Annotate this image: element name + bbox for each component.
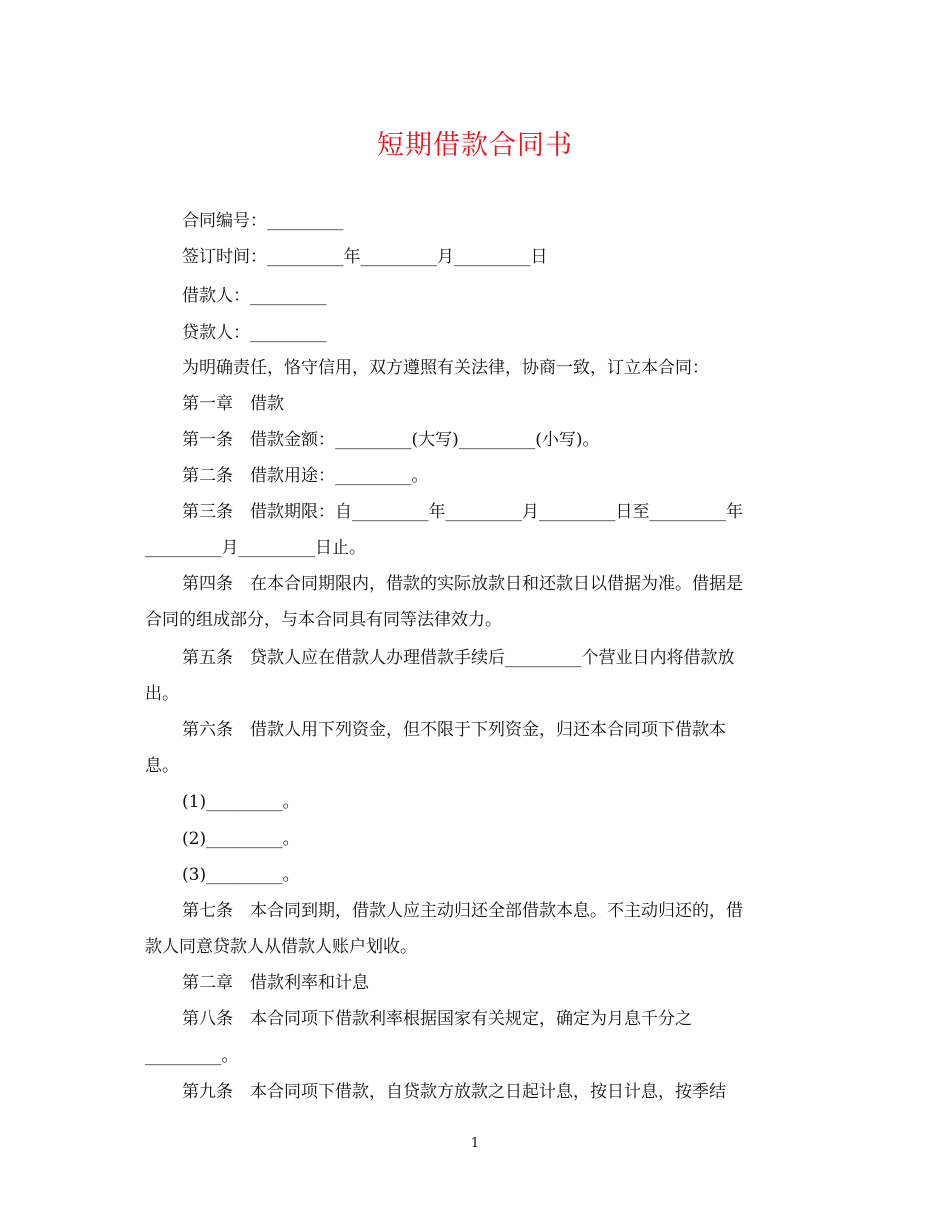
signing-date-line: 签订时间：_________年_________月_________日 — [182, 247, 548, 267]
article-5-line-2: 出。 — [145, 684, 179, 704]
article-9-line-1: 第九条 本合同项下借款，自贷款方放款之日起计息，按日计息，按季结 — [182, 1082, 726, 1102]
article-1-line: 第一条 借款金额：_________(大写)_________(小写)。 — [182, 430, 600, 450]
chapter-1-heading: 第一章 借款 — [182, 394, 284, 414]
fund-item-3: (3)_________。 — [182, 865, 300, 885]
fund-item-2: (2)_________。 — [182, 829, 300, 849]
article-4-line-2: 合同的组成部分，与本合同具有同等法律效力。 — [145, 610, 502, 630]
article-4-line-1: 第四条 在本合同期限内，借款的实际放款日和还款日以借据为准。借据是 — [182, 574, 743, 594]
article-3-line-1: 第三条 借款期限：自_________年_________月_________日至_________年 — [182, 502, 743, 522]
article-5-line-1: 第五条 贷款人应在借款人办理借款手续后_________个营业日内将借款放 — [182, 648, 735, 668]
article-7-line-2: 款人同意贷款人从借款人账户划收。 — [145, 937, 417, 957]
lender-line: 贷款人：_________ — [182, 323, 327, 343]
article-3-line-2: _________月_________日止。 — [145, 538, 366, 558]
article-6-line-2: 息。 — [145, 756, 179, 776]
article-8-line-2: _________。 — [145, 1046, 239, 1066]
contract-number-line: 合同编号：_________ — [182, 211, 344, 231]
chapter-2-heading: 第二章 借款利率和计息 — [182, 973, 369, 993]
article-7-line-1: 第七条 本合同到期，借款人应主动归还全部借款本息。不主动归还的，借 — [182, 901, 743, 921]
preamble-line: 为明确责任，恪守信用，双方遵照有关法律，协商一致，订立本合同： — [182, 358, 709, 378]
article-6-line-1: 第六条 借款人用下列资金，但不限于下列资金，归还本合同项下借款本 — [182, 720, 726, 740]
document-title: 短期借款合同书 — [377, 130, 573, 161]
page-number: 1 — [470, 1136, 480, 1151]
article-2-line: 第二条 借款用途：_________。 — [182, 466, 429, 486]
borrower-line: 借款人：_________ — [182, 286, 327, 306]
article-8-line-1: 第八条 本合同项下借款利率根据国家有关规定，确定为月息千分之 — [182, 1009, 692, 1029]
fund-item-1: (1)_________。 — [182, 792, 300, 812]
